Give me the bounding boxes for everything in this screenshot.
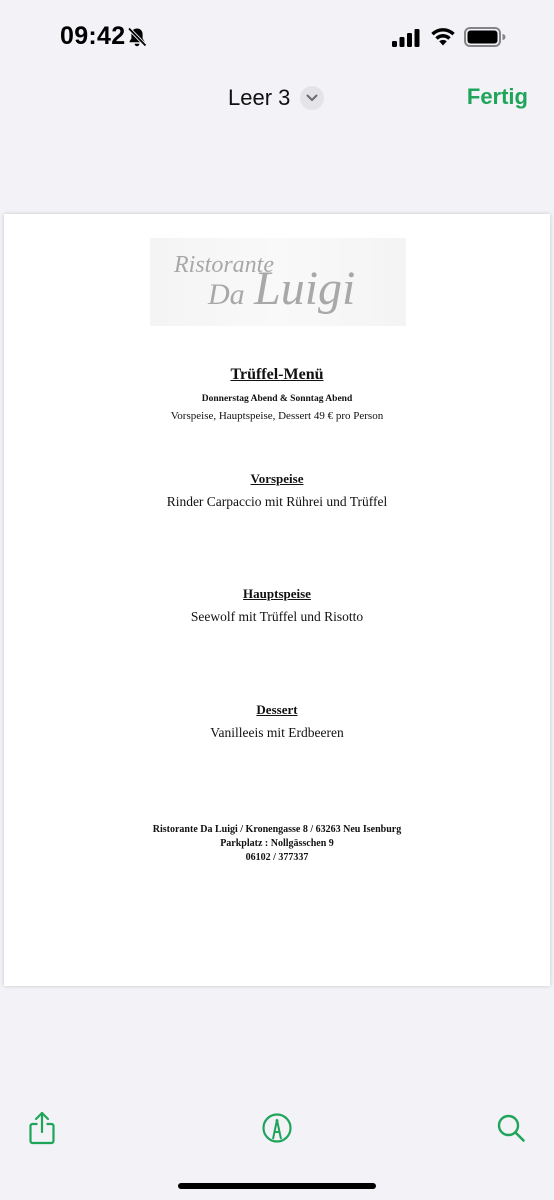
battery-icon	[464, 26, 506, 48]
chevron-down-icon[interactable]	[300, 86, 324, 110]
status-time: 09:42	[60, 22, 126, 50]
document-title: Leer 3	[228, 85, 291, 110]
markup-icon	[261, 1112, 293, 1144]
status-bar	[0, 0, 554, 76]
share-button[interactable]	[22, 1108, 62, 1148]
course-dish: Rinder Carpaccio mit Rührei und Trüffel	[166, 494, 388, 509]
logo-text-luigi: Luigi	[254, 262, 356, 315]
restaurant-logo	[150, 238, 406, 326]
footer-parking: Parkplatz : Nollgässchen 9	[220, 838, 334, 849]
menu-days: Donnerstag Abend & Sonntag Abend	[201, 394, 353, 404]
document-page[interactable]	[4, 214, 550, 986]
done-button[interactable]: Fertig	[466, 84, 528, 109]
course-heading: Dessert	[256, 702, 298, 717]
course-dish: Seewolf mit Trüffel und Risotto	[190, 609, 364, 624]
nav-bar	[0, 76, 554, 120]
course-heading: Vorspeise	[250, 471, 304, 486]
menu-title: Trüffel-Menü	[230, 366, 324, 383]
logo-text-da: Da	[208, 278, 245, 311]
cellular-signal-icon	[392, 29, 420, 47]
logo-text-ristorante: Ristorante	[174, 252, 274, 278]
footer-phone: 06102 / 377337	[245, 852, 309, 863]
course-heading: Hauptspeise	[243, 586, 311, 601]
bell-slash-icon	[126, 26, 148, 48]
home-indicator[interactable]	[178, 1183, 376, 1189]
course-dish: Vanilleeis mit Erdbeeren	[210, 725, 344, 740]
search-icon	[496, 1113, 526, 1143]
wifi-icon	[430, 26, 456, 48]
footer-address: Ristorante Da Luigi / Kronengasse 8 / 63263 Neu Isenburg	[152, 824, 402, 835]
document-title-menu[interactable]	[228, 84, 324, 112]
markup-button[interactable]	[257, 1108, 297, 1148]
menu-price: Vorspeise, Hauptspeise, Dessert 49 € pro Person	[170, 410, 384, 422]
share-icon	[28, 1111, 56, 1145]
search-button[interactable]	[491, 1108, 531, 1148]
